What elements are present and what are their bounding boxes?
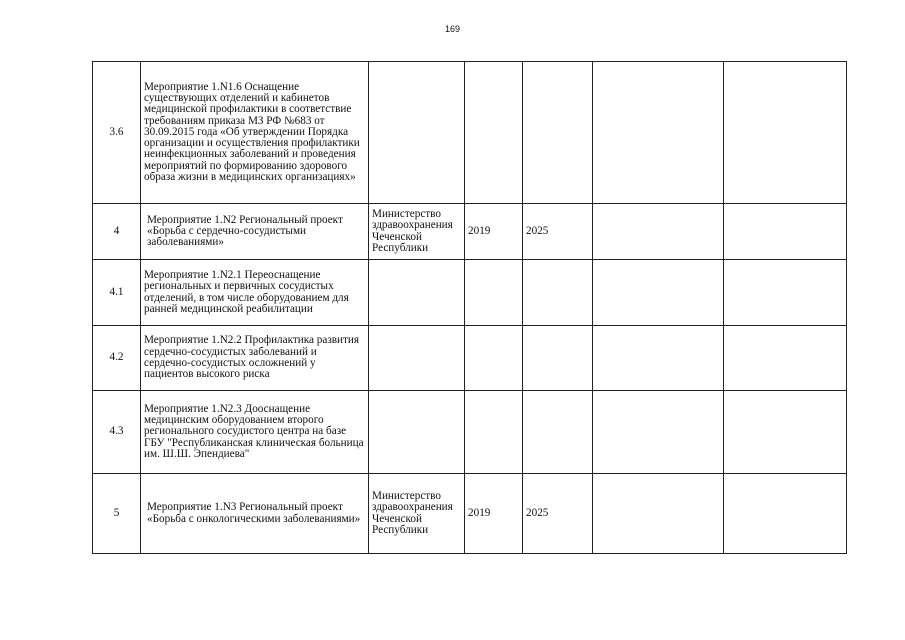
end-year (523, 326, 593, 391)
end-year (523, 391, 593, 474)
row-number: 4.3 (93, 391, 141, 474)
end-year (523, 260, 593, 326)
empty-cell (593, 474, 724, 554)
row-number: 5 (93, 474, 141, 554)
empty-cell (593, 260, 724, 326)
end-year (523, 62, 593, 204)
empty-cell (724, 391, 847, 474)
empty-cell (593, 326, 724, 391)
measure-name: Мероприятие 1.N2.1 Переоснащение региональных и первичных сосудистых отделений, в том числе оборудованием для ранней медицинской реабилитации (141, 260, 369, 326)
table-row (93, 204, 847, 260)
table-row (93, 260, 847, 326)
empty-cell (593, 391, 724, 474)
table-row (93, 391, 847, 474)
row-number: 4.1 (93, 260, 141, 326)
table-row (93, 62, 847, 204)
empty-cell (724, 260, 847, 326)
executor (369, 260, 465, 326)
end-year: 2025 (523, 204, 593, 260)
start-year (465, 260, 523, 326)
end-year: 2025 (523, 474, 593, 554)
measure-name: Мероприятие 1.N2 Региональный проект «Борьба с сердечно-сосудистыми заболеваниями» (141, 204, 369, 260)
start-year: 2019 (465, 204, 523, 260)
start-year: 2019 (465, 474, 523, 554)
measure-name: Мероприятие 1.N2.3 Дооснащение медицинским оборудованием второго регионального сосудистого центра на базе ГБУ "Республиканская клиническая больница им. Ш.Ш. Эпендиева" (141, 391, 369, 474)
start-year (465, 391, 523, 474)
executor (369, 326, 465, 391)
page-number: 169 (444, 24, 461, 34)
measures-table (92, 61, 847, 554)
measure-name: Мероприятие 1.N3 Региональный проект «Борьба с онкологическими заболеваниями» (141, 474, 369, 554)
start-year (465, 62, 523, 204)
empty-cell (724, 474, 847, 554)
start-year (465, 326, 523, 391)
empty-cell (593, 204, 724, 260)
empty-cell (593, 62, 724, 204)
empty-cell (724, 204, 847, 260)
executor (369, 62, 465, 204)
row-number: 3.6 (93, 62, 141, 204)
empty-cell (724, 326, 847, 391)
row-number: 4 (93, 204, 141, 260)
executor: Министерство здравоохранения Чеченской Республики (369, 474, 465, 554)
executor: Министерство здравоохранения Чеченской Республики (369, 204, 465, 260)
empty-cell (724, 62, 847, 204)
row-number: 4.2 (93, 326, 141, 391)
executor (369, 391, 465, 474)
table-row (93, 474, 847, 554)
measure-name: Мероприятие 1.N2.2 Профилактика развития сердечно-сосудистых заболеваний и сердечно-сосудистых осложнений у пациентов высокого риска (141, 326, 369, 391)
measure-name: Мероприятие 1.N1.6 Оснащение существующих отделений и кабинетов медицинской профилактики в соответствие требованиям приказа МЗ РФ №683 от 30.09.2015 года «Об утверждении Порядка организации и осуществления профилактики неинфекционных заболеваний и проведения мероприятий по формированию здорового образа жизни в медицинских организациях» (141, 62, 369, 204)
table-row (93, 326, 847, 391)
